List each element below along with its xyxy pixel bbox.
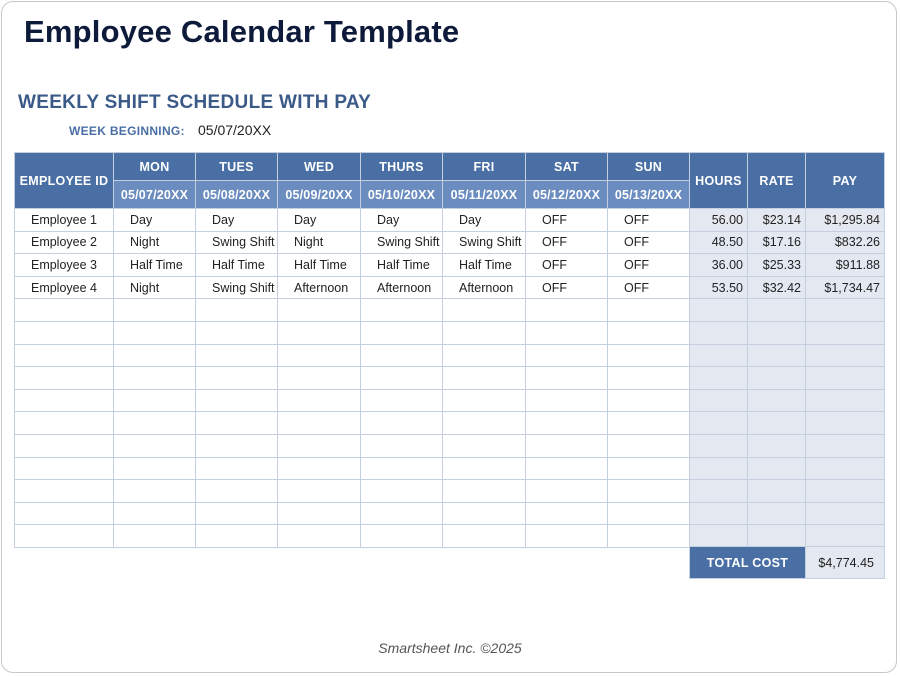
shift-cell-mon[interactable] [114,344,196,367]
page-title: Employee Calendar Template [24,14,460,49]
shift-cell-fri[interactable]: Day [443,209,526,232]
empty-table-row [15,367,885,390]
shift-cell-wed[interactable] [278,480,361,503]
shift-cell-tues[interactable]: Swing Shift [196,276,278,299]
hours-cell[interactable] [690,367,748,390]
header-employee-id: EMPLOYEE ID [15,153,114,209]
shift-cell-mon[interactable]: Day [114,209,196,232]
employee-id-cell[interactable] [15,344,114,367]
header-day-tues: TUES [196,153,278,181]
schedule-body [15,209,885,548]
shift-cell-sun[interactable] [608,321,690,344]
shift-cell-mon[interactable] [114,457,196,480]
employee-id-cell[interactable]: Employee 4 [15,276,114,299]
shift-cell-mon[interactable] [114,367,196,390]
header-pay: PAY [806,153,885,209]
header-date-fri: 05/11/20XX [443,181,526,209]
employee-id-cell[interactable] [15,367,114,390]
rate-cell[interactable] [748,525,806,548]
shift-cell-sat[interactable] [526,457,608,480]
pay-cell[interactable]: $1,295.84 [806,209,885,232]
employee-id-cell[interactable] [15,525,114,548]
shift-cell-thurs[interactable]: Day [361,209,443,232]
shift-cell-fri[interactable] [443,299,526,322]
shift-cell-mon[interactable]: Night [114,276,196,299]
hours-cell[interactable] [690,525,748,548]
shift-cell-wed[interactable] [278,299,361,322]
empty-table-row [15,434,885,457]
rate-cell[interactable]: $32.42 [748,276,806,299]
header-day-sun: SUN [608,153,690,181]
shift-cell-fri[interactable]: Swing Shift [443,231,526,254]
empty-table-row [15,457,885,480]
shift-cell-mon[interactable] [114,480,196,503]
shift-cell-mon[interactable]: Half Time [114,254,196,277]
shift-cell-fri[interactable] [443,412,526,435]
shift-cell-wed[interactable]: Day [278,209,361,232]
shift-cell-mon[interactable]: Night [114,231,196,254]
shift-cell-mon[interactable] [114,321,196,344]
shift-cell-wed[interactable] [278,344,361,367]
hours-cell[interactable]: 56.00 [690,209,748,232]
pay-cell[interactable] [806,299,885,322]
header-date-mon: 05/07/20XX [114,181,196,209]
empty-table-row [15,299,885,322]
shift-cell-wed[interactable] [278,412,361,435]
pay-cell[interactable] [806,389,885,412]
week-beginning-label: WEEK BEGINNING: [69,124,185,138]
shift-cell-fri[interactable] [443,525,526,548]
empty-table-row [15,412,885,435]
employee-id-cell[interactable]: Employee 2 [15,231,114,254]
shift-cell-sun[interactable] [608,502,690,525]
shift-cell-fri[interactable] [443,344,526,367]
shift-cell-thurs[interactable] [361,299,443,322]
rate-cell[interactable] [748,457,806,480]
shift-cell-thurs[interactable]: Half Time [361,254,443,277]
employee-id-cell[interactable]: Employee 1 [15,209,114,232]
shift-cell-tues[interactable] [196,299,278,322]
empty-table-row [15,480,885,503]
shift-cell-tues[interactable]: Half Time [196,254,278,277]
employee-id-cell[interactable] [15,321,114,344]
shift-cell-thurs[interactable] [361,457,443,480]
footer-copyright: Smartsheet Inc. ©2025 [378,640,522,656]
employee-id-cell[interactable] [15,502,114,525]
shift-cell-wed[interactable] [278,321,361,344]
shift-cell-fri[interactable] [443,434,526,457]
shift-cell-tues[interactable] [196,502,278,525]
employee-id-cell[interactable] [15,480,114,503]
hours-cell[interactable] [690,480,748,503]
shift-cell-sat[interactable] [526,389,608,412]
shift-cell-sun[interactable]: OFF [608,276,690,299]
rate-cell[interactable] [748,321,806,344]
shift-cell-sat[interactable] [526,480,608,503]
week-beginning-value[interactable]: 05/07/20XX [198,122,272,138]
shift-cell-sun[interactable] [608,480,690,503]
pay-cell[interactable] [806,525,885,548]
total-cost-value[interactable]: $4,774.45 [806,547,885,579]
table-row [15,209,885,232]
empty-table-row [15,321,885,344]
pay-cell[interactable] [806,434,885,457]
shift-cell-sat[interactable]: OFF [526,276,608,299]
shift-cell-sun[interactable] [608,412,690,435]
table-row [15,231,885,254]
table-row [15,276,885,299]
header-date-thurs: 05/10/20XX [361,181,443,209]
header-hours: HOURS [690,153,748,209]
shift-cell-wed[interactable]: Half Time [278,254,361,277]
hours-cell[interactable] [690,412,748,435]
shift-cell-wed[interactable] [278,525,361,548]
shift-cell-fri[interactable] [443,367,526,390]
hours-cell[interactable] [690,389,748,412]
shift-cell-sun[interactable] [608,299,690,322]
rate-cell[interactable] [748,480,806,503]
shift-cell-tues[interactable] [196,344,278,367]
shift-cell-thurs[interactable]: Swing Shift [361,231,443,254]
shift-cell-thurs[interactable] [361,412,443,435]
header-day-mon: MON [114,153,196,181]
hours-cell[interactable]: 53.50 [690,276,748,299]
pay-cell[interactable] [806,367,885,390]
total-cost-table [689,546,885,579]
hours-cell[interactable] [690,434,748,457]
shift-cell-thurs[interactable] [361,480,443,503]
pay-cell[interactable] [806,457,885,480]
pay-cell[interactable]: $1,734.47 [806,276,885,299]
shift-cell-thurs[interactable] [361,502,443,525]
employee-id-cell[interactable] [15,389,114,412]
shift-cell-sat[interactable] [526,434,608,457]
shift-cell-fri[interactable] [443,480,526,503]
pay-cell[interactable] [806,480,885,503]
total-cost-label: TOTAL COST [690,547,806,579]
shift-cell-thurs[interactable] [361,389,443,412]
header-day-sat: SAT [526,153,608,181]
shift-cell-sun[interactable] [608,457,690,480]
employee-id-cell[interactable] [15,457,114,480]
header-date-sun: 05/13/20XX [608,181,690,209]
hours-cell[interactable] [690,502,748,525]
shift-cell-tues[interactable] [196,367,278,390]
shift-cell-mon[interactable] [114,502,196,525]
shift-cell-thurs[interactable]: Afternoon [361,276,443,299]
rate-cell[interactable] [748,389,806,412]
header-date-tues: 05/08/20XX [196,181,278,209]
empty-table-row [15,344,885,367]
shift-cell-thurs[interactable] [361,367,443,390]
pay-cell[interactable] [806,344,885,367]
header-date-sat: 05/12/20XX [526,181,608,209]
shift-cell-sun[interactable]: OFF [608,209,690,232]
shift-cell-sat[interactable] [526,344,608,367]
shift-cell-wed[interactable] [278,434,361,457]
shift-cell-tues[interactable] [196,525,278,548]
shift-cell-sat[interactable] [526,412,608,435]
rate-cell[interactable] [748,434,806,457]
shift-cell-tues[interactable] [196,480,278,503]
rate-cell[interactable] [748,367,806,390]
empty-table-row [15,502,885,525]
shift-cell-sun[interactable] [608,434,690,457]
shift-cell-mon[interactable] [114,299,196,322]
employee-id-cell[interactable] [15,299,114,322]
header-day-fri: FRI [443,153,526,181]
shift-cell-sun[interactable]: OFF [608,231,690,254]
shift-cell-sat[interactable] [526,367,608,390]
header-day-wed: WED [278,153,361,181]
shift-cell-tues[interactable]: Day [196,209,278,232]
shift-cell-wed[interactable] [278,457,361,480]
shift-cell-mon[interactable] [114,434,196,457]
rate-cell[interactable] [748,412,806,435]
rate-cell[interactable]: $25.33 [748,254,806,277]
shift-cell-fri[interactable] [443,321,526,344]
pay-cell[interactable] [806,502,885,525]
shift-cell-thurs[interactable] [361,344,443,367]
employee-id-cell[interactable] [15,434,114,457]
shift-cell-sun[interactable] [608,367,690,390]
pay-cell[interactable]: $832.26 [806,231,885,254]
shift-cell-sat[interactable]: OFF [526,231,608,254]
pay-cell[interactable] [806,321,885,344]
shift-cell-sat[interactable] [526,299,608,322]
shift-cell-wed[interactable] [278,367,361,390]
shift-cell-wed[interactable] [278,389,361,412]
shift-cell-sat[interactable]: OFF [526,254,608,277]
shift-cell-thurs[interactable] [361,525,443,548]
shift-cell-tues[interactable] [196,389,278,412]
employee-id-cell[interactable]: Employee 3 [15,254,114,277]
shift-cell-sat[interactable] [526,321,608,344]
hours-cell[interactable] [690,457,748,480]
shift-cell-thurs[interactable] [361,321,443,344]
shift-cell-mon[interactable] [114,389,196,412]
shift-cell-fri[interactable] [443,457,526,480]
shift-cell-mon[interactable] [114,525,196,548]
header-rate: RATE [748,153,806,209]
hours-cell[interactable] [690,299,748,322]
header-date-wed: 05/09/20XX [278,181,361,209]
shift-cell-mon[interactable] [114,412,196,435]
rate-cell[interactable] [748,299,806,322]
empty-table-row [15,389,885,412]
shift-cell-sat[interactable]: OFF [526,209,608,232]
hours-cell[interactable]: 36.00 [690,254,748,277]
shift-cell-fri[interactable]: Afternoon [443,276,526,299]
shift-cell-wed[interactable]: Night [278,231,361,254]
shift-cell-fri[interactable] [443,389,526,412]
rate-cell[interactable] [748,502,806,525]
shift-cell-sat[interactable] [526,502,608,525]
shift-cell-sun[interactable] [608,344,690,367]
rate-cell[interactable]: $23.14 [748,209,806,232]
shift-cell-thurs[interactable] [361,434,443,457]
hours-cell[interactable] [690,344,748,367]
shift-cell-fri[interactable]: Half Time [443,254,526,277]
employee-id-cell[interactable] [15,412,114,435]
shift-cell-sun[interactable] [608,389,690,412]
table-row [15,254,885,277]
shift-cell-tues[interactable] [196,457,278,480]
hours-cell[interactable] [690,321,748,344]
shift-cell-sun[interactable]: OFF [608,254,690,277]
shift-cell-fri[interactable] [443,502,526,525]
shift-cell-tues[interactable] [196,321,278,344]
header-day-thurs: THURS [361,153,443,181]
empty-table-row [15,525,885,548]
shift-cell-sat[interactable] [526,525,608,548]
shift-cell-tues[interactable] [196,434,278,457]
shift-schedule-table [14,152,885,548]
hours-cell[interactable]: 48.50 [690,231,748,254]
rate-cell[interactable]: $17.16 [748,231,806,254]
shift-cell-tues[interactable] [196,412,278,435]
pay-cell[interactable]: $911.88 [806,254,885,277]
pay-cell[interactable] [806,412,885,435]
rate-cell[interactable] [748,344,806,367]
shift-cell-tues[interactable]: Swing Shift [196,231,278,254]
shift-cell-wed[interactable]: Afternoon [278,276,361,299]
shift-cell-wed[interactable] [278,502,361,525]
shift-cell-sun[interactable] [608,525,690,548]
schedule-subtitle: WEEKLY SHIFT SCHEDULE WITH PAY [18,92,372,113]
